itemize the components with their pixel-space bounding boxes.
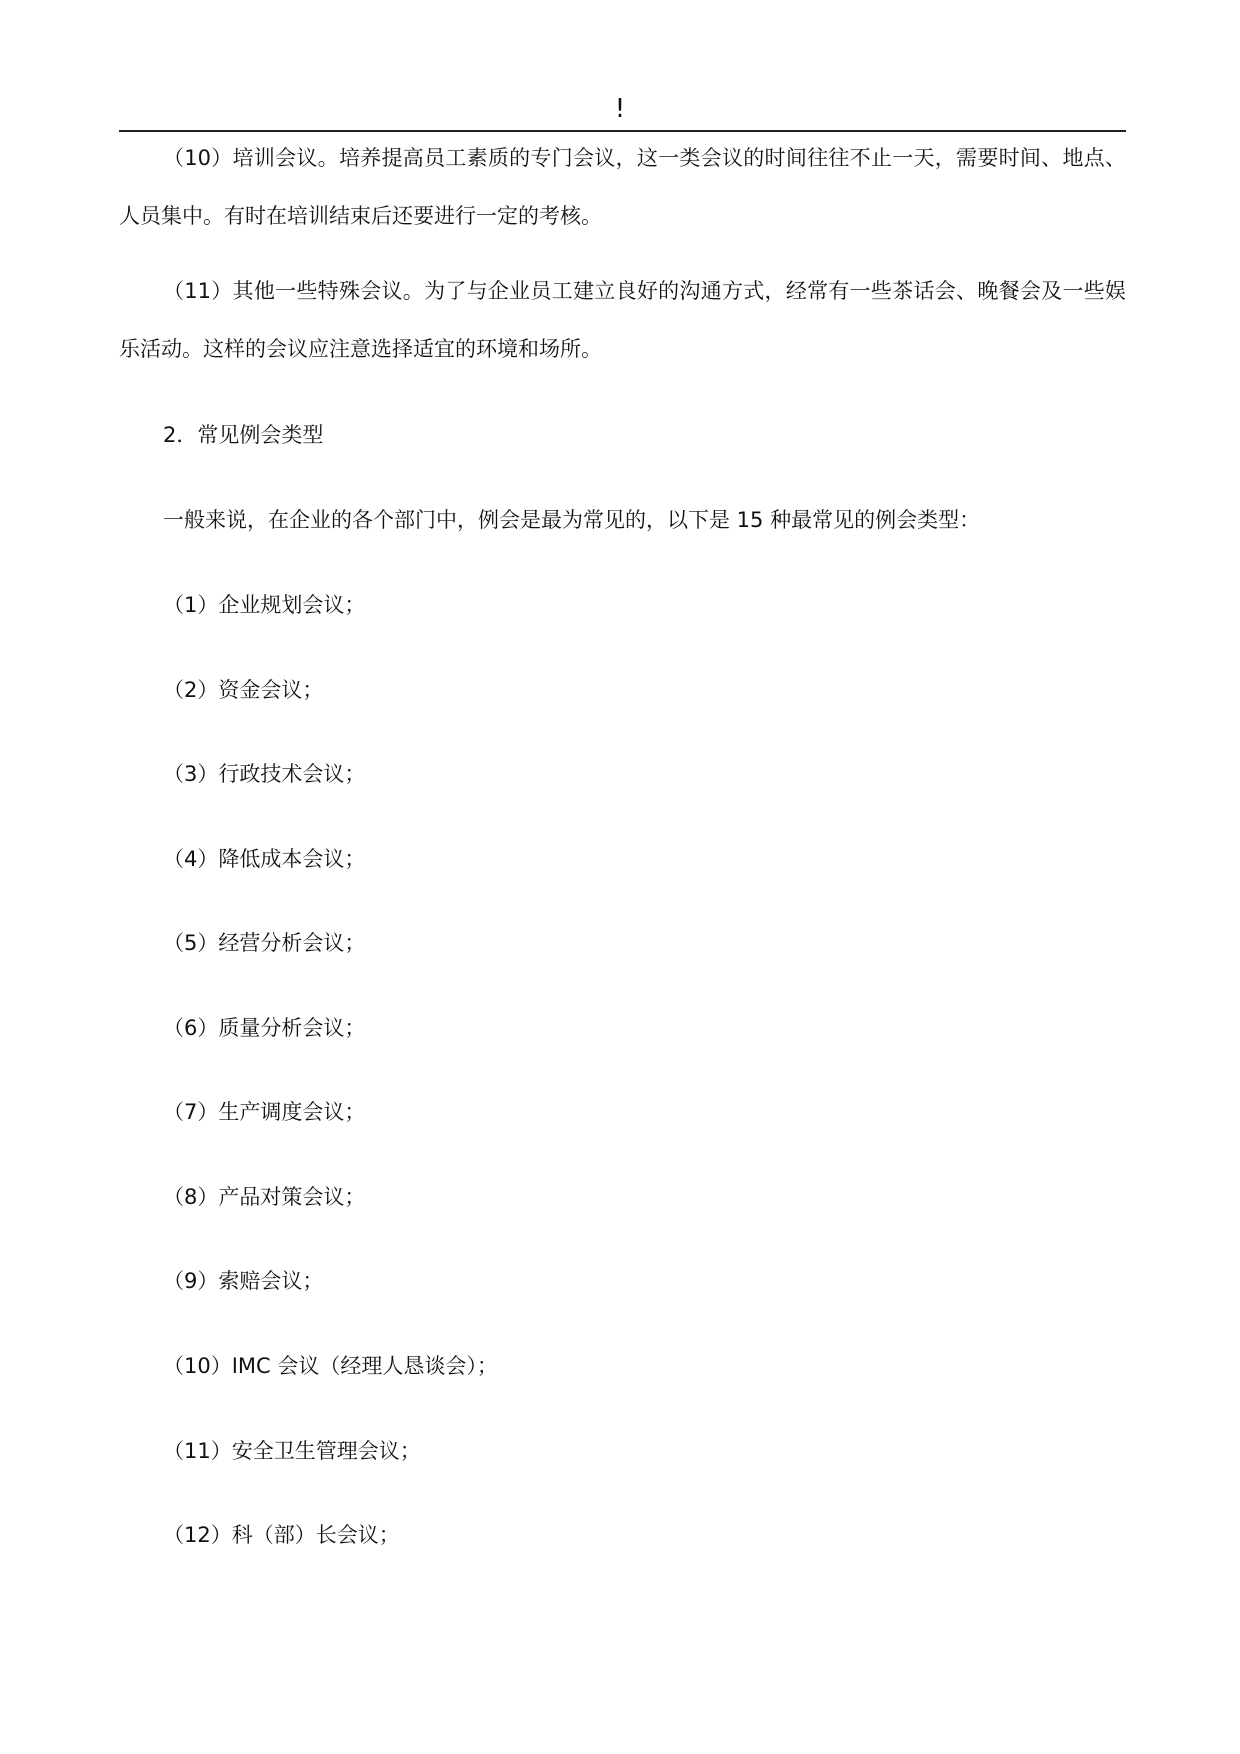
list-item: （8）产品对策会议； [163, 1185, 366, 1209]
paragraph-training-meeting: （10）培训会议。培养提高员工素质的专门会议，这一类会议的时间往往不止一天，需要时间、地点、人员集中。有时在培训结束后还要进行一定的考核。 [119, 146, 1126, 228]
list-item: （11）安全卫生管理会议； [163, 1439, 421, 1463]
list-item: （12）科（部）长会议； [163, 1523, 400, 1547]
list-item: （10）IMC 会议（经理人恳谈会）； [163, 1354, 498, 1378]
list-item: （7）生产调度会议； [163, 1100, 366, 1124]
paragraph-special-meetings: （11）其他一些特殊会议。为了与企业员工建立良好的沟通方式，经常有一些茶话会、晚餐会及一些娱乐活动。这样的会议应注意选择适宜的环境和场所。 [119, 279, 1126, 361]
list-item: （1）企业规划会议； [163, 593, 366, 617]
list-item: （6）质量分析会议； [163, 1016, 366, 1040]
header-mark: ! [614, 94, 626, 124]
list-item: （9）索赔会议； [163, 1269, 324, 1293]
list-item: （5）经营分析会议； [163, 931, 366, 955]
list-item: （2）资金会议； [163, 678, 324, 702]
list-item: （3）行政技术会议； [163, 762, 366, 786]
list-item: （4）降低成本会议； [163, 847, 366, 871]
intro-text: 一般来说，在企业的各个部门中，例会是最为常见的，以下是 15 种最常见的例会类型： [163, 508, 981, 532]
section-heading: 2．常见例会类型 [163, 423, 324, 447]
